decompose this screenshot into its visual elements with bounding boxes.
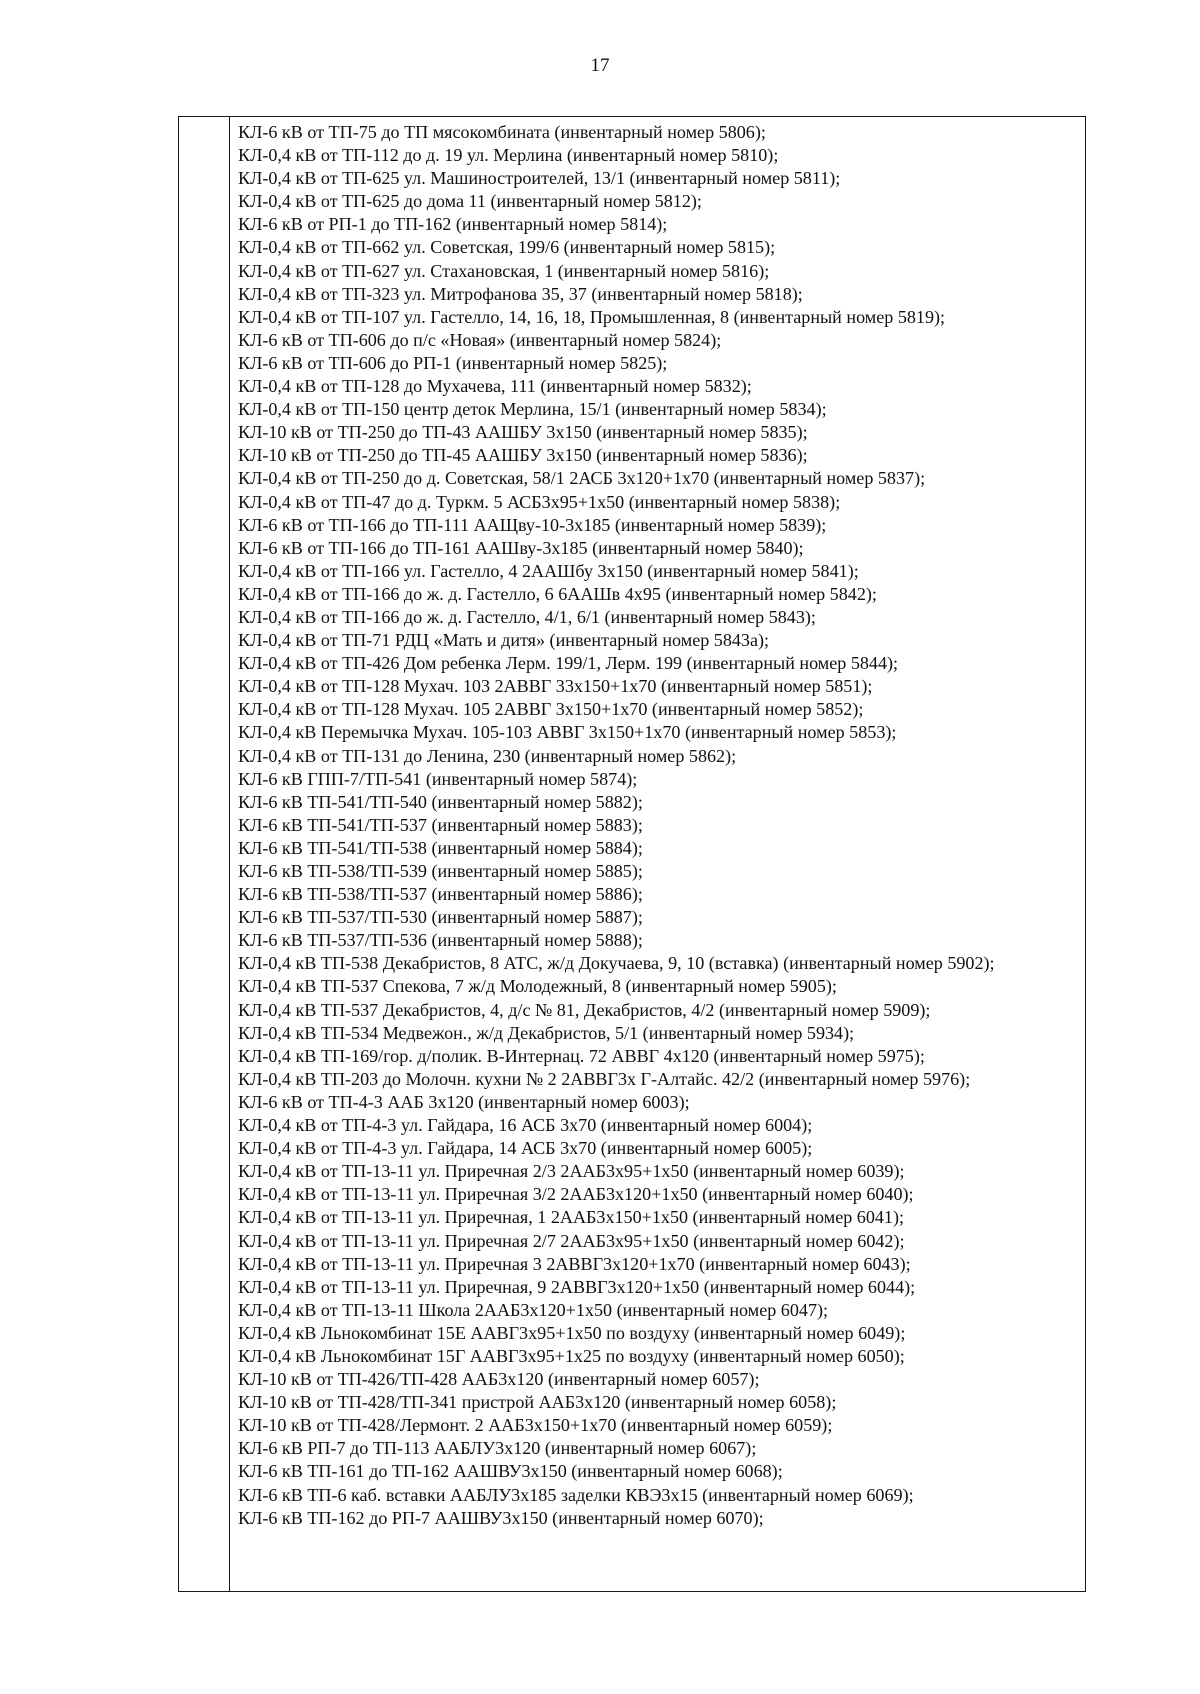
list-item: КЛ-6 кВ ТП-161 до ТП-162 ААШВУ3х150 (инвентарный номер 6068); bbox=[238, 1461, 783, 1482]
list-item: КЛ-0,4 кВ от ТП-166 ул. Гастелло, 4 2ААШбу 3х150 (инвентарный номер 5841); bbox=[238, 560, 859, 581]
list-item: КЛ-6 кВ ТП-538/ТП-537 (инвентарный номер 5886); bbox=[238, 884, 643, 905]
list-item: КЛ-10 кВ от ТП-428/Лермонт. 2 ААБ3х150+1х70 (инвентарный номер 6059); bbox=[238, 1415, 833, 1436]
list-item: КЛ-0,4 кВ от ТП-323 ул. Митрофанова 35, 37 (инвентарный номер 5818); bbox=[238, 283, 803, 304]
list-item: КЛ-0,4 кВ ТП-537 Спекова, 7 ж/д Молодежный, 8 (инвентарный номер 5905); bbox=[238, 976, 837, 997]
list-item: КЛ-0,4 кВ Перемычка Мухач. 105-103 АВВГ 3х150+1х70 (инвентарный номер 5853); bbox=[238, 722, 897, 743]
list-item: КЛ-0,4 кВ от ТП-71 РДЦ «Мать и дитя» (инвентарный номер 5843а); bbox=[238, 630, 770, 651]
cable-line-list bbox=[238, 121, 1084, 1530]
list-item: КЛ-0,4 кВ от ТП-13-11 ул. Приречная, 1 2ААБ3х150+1х50 (инвентарный номер 6041); bbox=[238, 1207, 905, 1228]
list-item: КЛ-0,4 кВ от ТП-13-11 ул. Приречная 2/3 2ААБ3х95+1х50 (инвентарный номер 6039); bbox=[238, 1161, 905, 1182]
list-item: КЛ-0,4 кВ от ТП-662 ул. Советская, 199/6 (инвентарный номер 5815); bbox=[238, 237, 776, 258]
list-item: КЛ-0,4 кВ ТП-534 Медвежон., ж/д Декабристов, 5/1 (инвентарный номер 5934); bbox=[238, 1022, 855, 1043]
list-item: КЛ-0,4 кВ от ТП-166 до ж. д. Гастелло, 6 6ААШв 4х95 (инвентарный номер 5842); bbox=[238, 583, 877, 604]
empty-left-column bbox=[179, 117, 230, 1591]
list-item: КЛ-10 кВ от ТП-250 до ТП-45 ААШБУ 3х150 (инвентарный номер 5836); bbox=[238, 445, 808, 466]
list-item: КЛ-6 кВ ГПП-7/ТП-541 (инвентарный номер 5874); bbox=[238, 768, 638, 789]
list-item: КЛ-0,4 кВ от ТП-128 до Мухачева, 111 (инвентарный номер 5832); bbox=[238, 376, 752, 397]
list-item: КЛ-6 кВ ТП-541/ТП-540 (инвентарный номер 5882); bbox=[238, 791, 643, 812]
list-item: КЛ-0,4 кВ Льнокомбинат 15Е ААВГ3х95+1х50 по воздуху (инвентарный номер 6049); bbox=[238, 1322, 906, 1343]
list-item: КЛ-0,4 кВ от ТП-426 Дом ребенка Лерм. 199/1, Лерм. 199 (инвентарный номер 5844); bbox=[238, 653, 899, 674]
list-item: КЛ-10 кВ от ТП-426/ТП-428 ААБ3х120 (инвентарный номер 6057); bbox=[238, 1369, 760, 1390]
list-item: КЛ-0,4 кВ от ТП-4-3 ул. Гайдара, 14 АСБ 3х70 (инвентарный номер 6005); bbox=[238, 1138, 813, 1159]
list-item: КЛ-6 кВ от ТП-606 до РП-1 (инвентарный номер 5825); bbox=[238, 352, 668, 373]
list-item: КЛ-6 кВ ТП-537/ТП-530 (инвентарный номер 5887); bbox=[238, 907, 643, 928]
list-item: КЛ-0,4 кВ от ТП-250 до д. Советская, 58/1 2АСБ 3х120+1х70 (инвентарный номер 5837); bbox=[238, 468, 926, 489]
list-item: КЛ-0,4 кВ от ТП-627 ул. Стахановская, 1 (инвентарный номер 5816); bbox=[238, 260, 770, 281]
list-item: КЛ-0,4 кВ от ТП-112 до д. 19 ул. Мерлина (инвентарный номер 5810); bbox=[238, 145, 779, 166]
list-item: КЛ-6 кВ от ТП-166 до ТП-111 ААЩву-10-3х185 (инвентарный номер 5839); bbox=[238, 514, 827, 535]
list-item: КЛ-6 кВ от РП-1 до ТП-162 (инвентарный номер 5814); bbox=[238, 214, 668, 235]
list-item: КЛ-6 кВ ТП-6 каб. вставки ААБЛУ3х185 заделки КВЭ3х15 (инвентарный номер 6069); bbox=[238, 1484, 914, 1505]
table-frame bbox=[178, 116, 1086, 1592]
list-item: КЛ-6 кВ от ТП-166 до ТП-161 ААШву-3х185 (инвентарный номер 5840); bbox=[238, 537, 804, 558]
list-item: КЛ-0,4 кВ от ТП-128 Мухач. 105 2АВВГ 3х150+1х70 (инвентарный номер 5852); bbox=[238, 699, 864, 720]
list-item: КЛ-0,4 кВ от ТП-13-11 ул. Приречная 2/7 2ААБ3х95+1х50 (инвентарный номер 6042); bbox=[238, 1230, 905, 1251]
list-item: КЛ-6 кВ ТП-538/ТП-539 (инвентарный номер 5885); bbox=[238, 861, 643, 881]
page-number: 17 bbox=[590, 55, 610, 76]
list-item: КЛ-0,4 кВ Льнокомбинат 15Г ААВГ3х95+1х25 по воздуху (инвентарный номер 6050); bbox=[238, 1345, 905, 1366]
list-item: КЛ-0,4 кВ от ТП-150 центр деток Мерлина, 15/1 (инвентарный номер 5834); bbox=[238, 399, 827, 420]
list-item: КЛ-0,4 кВ от ТП-13-11 Школа 2ААБ3х120+1х50 (инвентарный номер 6047); bbox=[238, 1299, 829, 1320]
list-item: КЛ-0,4 кВ от ТП-131 до Ленина, 230 (инвентарный номер 5862); bbox=[238, 745, 737, 766]
list-item: КЛ-6 кВ от ТП-75 до ТП мясокомбината (инвентарный номер 5806); bbox=[238, 122, 766, 142]
list-item: КЛ-0,4 кВ от ТП-107 ул. Гастелло, 14, 16, 18, Промышленная, 8 (инвентарный номер 5819); bbox=[238, 306, 946, 327]
list-item: КЛ-6 кВ ТП-541/ТП-537 (инвентарный номер 5883); bbox=[238, 814, 643, 835]
list-item: КЛ-0,4 кВ ТП-538 Декабристов, 8 АТС, ж/д Докучаева, 9, 10 (вставка) (инвентарный номер 5902); bbox=[238, 953, 995, 974]
list-item: КЛ-0,4 кВ от ТП-128 Мухач. 103 2АВВГ 33х150+1х70 (инвентарный номер 5851); bbox=[238, 676, 873, 697]
list-item: КЛ-0,4 кВ от ТП-47 до д. Туркм. 5 АСБ3х95+1х50 (инвентарный номер 5838); bbox=[238, 491, 841, 512]
list-item: КЛ-0,4 кВ от ТП-625 до дома 11 (инвентарный номер 5812); bbox=[238, 191, 702, 212]
list-item: КЛ-0,4 кВ от ТП-13-11 ул. Приречная 3 2АВВГ3х120+1х70 (инвентарный номер 6043); bbox=[238, 1253, 911, 1274]
list-item: КЛ-0,4 кВ от ТП-625 ул. Машиностроителей, 13/1 (инвентарный номер 5811); bbox=[238, 168, 841, 189]
list-item: КЛ-0,4 кВ от ТП-166 до ж. д. Гастелло, 4/1, 6/1 (инвентарный номер 5843); bbox=[238, 606, 816, 627]
list-item: КЛ-6 кВ ТП-541/ТП-538 (инвентарный номер 5884); bbox=[238, 837, 643, 858]
list-item: КЛ-0,4 кВ ТП-203 до Молочн. кухни № 2 2АВВГ3х Г-Алтайс. 42/2 (инвентарный номер 5976); bbox=[238, 1068, 971, 1089]
list-item: КЛ-6 кВ ТП-537/ТП-536 (инвентарный номер 5888); bbox=[238, 930, 643, 951]
list-item: КЛ-6 кВ от ТП-606 до п/с «Новая» (инвентарный номер 5824); bbox=[238, 329, 722, 350]
list-item: КЛ-0,4 кВ от ТП-4-3 ул. Гайдара, 16 АСБ 3х70 (инвентарный номер 6004); bbox=[238, 1115, 813, 1136]
list-item: КЛ-6 кВ ТП-162 до РП-7 ААШВУ3х150 (инвентарный номер 6070); bbox=[238, 1507, 764, 1528]
list-item: КЛ-10 кВ от ТП-428/ТП-341 пристрой ААБ3х120 (инвентарный номер 6058); bbox=[238, 1392, 837, 1413]
list-item: КЛ-0,4 кВ ТП-537 Декабристов, 4, д/с № 81, Декабристов, 4/2 (инвентарный номер 5909); bbox=[238, 999, 931, 1020]
list-item: КЛ-10 кВ от ТП-250 до ТП-43 ААШБУ 3х150 (инвентарный номер 5835); bbox=[238, 422, 808, 443]
list-item: КЛ-0,4 кВ от ТП-13-11 ул. Приречная, 9 2АВВГ3х120+1х50 (инвентарный номер 6044); bbox=[238, 1276, 916, 1297]
list-item: КЛ-0,4 кВ ТП-169/гор. д/полик. В-Интернац. 72 АВВГ 4х120 (инвентарный номер 5975); bbox=[238, 1045, 925, 1066]
list-item: КЛ-6 кВ РП-7 до ТП-113 ААБЛУ3х120 (инвентарный номер 6067); bbox=[238, 1438, 757, 1459]
list-item: КЛ-0,4 кВ от ТП-13-11 ул. Приречная 3/2 2ААБ3х120+1х50 (инвентарный номер 6040); bbox=[238, 1184, 914, 1205]
list-item: КЛ-6 кВ от ТП-4-3 ААБ 3х120 (инвентарный номер 6003); bbox=[238, 1091, 690, 1112]
